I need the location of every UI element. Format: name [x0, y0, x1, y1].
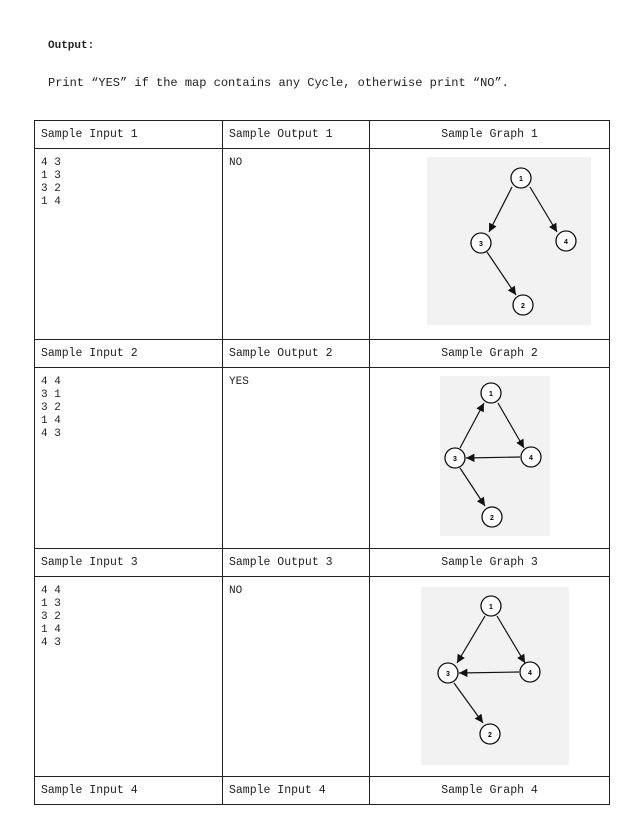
svg-text:3: 3	[453, 456, 457, 463]
graph-node	[438, 663, 458, 683]
graph-node	[556, 231, 576, 251]
sample-3-output: NO	[229, 585, 243, 597]
sample-1-output: NO	[229, 157, 243, 169]
svg-text:2: 2	[521, 303, 525, 310]
svg-text:2: 2	[490, 515, 494, 522]
sample-3-input: 4 4 1 3 3 2 1 4 4 3	[41, 585, 61, 649]
graph-node	[513, 295, 533, 315]
svg-text:2: 2	[488, 732, 492, 739]
sample-3-graph-label: Sample Graph 3	[370, 549, 610, 577]
sample-1-graph-cell	[370, 149, 610, 340]
output-description: Print “YES” if the map contains any Cycle, otherwise print “NO”.	[48, 76, 509, 90]
sample-3-header-row	[35, 549, 610, 577]
svg-text:4: 4	[529, 455, 533, 462]
sample-3-output-label: Sample Output 3	[223, 549, 370, 577]
sample-2-graph-cell	[370, 368, 610, 549]
sample-3-graph	[421, 587, 569, 765]
sample-3-input-label: Sample Input 3	[35, 549, 223, 577]
sample-2-graph-label: Sample Graph 2	[370, 340, 610, 368]
graph-node	[481, 383, 501, 403]
sample-1-input-label: Sample Input 1	[35, 121, 223, 149]
svg-text:1: 1	[519, 176, 523, 183]
samples-table	[34, 120, 610, 805]
sample-1-input: 4 3 1 3 3 2 1 4	[41, 157, 61, 208]
sample-4-graph-label: Sample Graph 4	[370, 777, 610, 805]
sample-1-graph-label: Sample Graph 1	[370, 121, 610, 149]
graph-node	[481, 596, 501, 616]
svg-text:1: 1	[489, 604, 493, 611]
sample-2-header-row	[35, 340, 610, 368]
sample-2-output-label: Sample Output 2	[223, 340, 370, 368]
sample-1-graph	[427, 157, 591, 325]
graph-node	[521, 447, 541, 467]
sample-4-header-row	[35, 777, 610, 805]
svg-text:3: 3	[479, 241, 483, 248]
sample-1-header-row	[35, 121, 610, 149]
svg-text:4: 4	[564, 239, 568, 246]
sample-2-input: 4 4 3 1 3 2 1 4 4 3	[41, 376, 61, 440]
graph-node	[445, 448, 465, 468]
graph-node	[520, 662, 540, 682]
graph-node	[482, 507, 502, 527]
graph-node	[511, 168, 531, 188]
output-heading: Output:	[48, 40, 95, 52]
sample-3-body-row	[35, 577, 610, 777]
sample-1-body-row	[35, 149, 610, 340]
sample-2-input-label: Sample Input 2	[35, 340, 223, 368]
sample-3-graph-cell	[370, 577, 610, 777]
sample-4-output-label: Sample Input 4	[223, 777, 370, 805]
graph-node	[471, 233, 491, 253]
sample-1-output-label: Sample Output 1	[223, 121, 370, 149]
sample-2-graph	[440, 376, 550, 536]
svg-text:1: 1	[489, 391, 493, 398]
graph-node	[480, 724, 500, 744]
svg-text:3: 3	[446, 671, 450, 678]
sample-2-body-row	[35, 368, 610, 549]
svg-text:4: 4	[528, 670, 532, 677]
sample-2-output: YES	[229, 376, 249, 388]
sample-4-input-label: Sample Input 4	[35, 777, 223, 805]
